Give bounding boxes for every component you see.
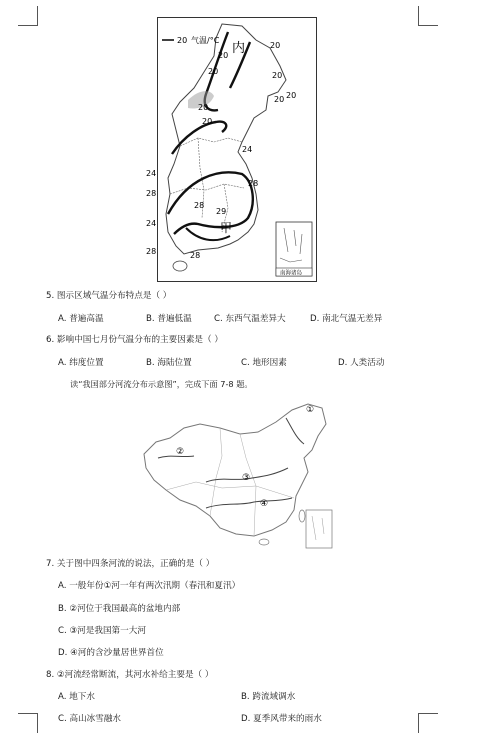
question-8-option-d[interactable]: D. 夏季风带来的雨水 (241, 714, 322, 724)
question-7-option-b[interactable]: B. ②河位于我国最高的盆地内部 (58, 604, 181, 614)
isotherm-label: 20 (208, 67, 219, 76)
legend-value: 20 (177, 36, 188, 45)
question-7-option-d[interactable]: D. ④河的含沙量居世界首位 (58, 648, 164, 658)
isotherm-label: 28 (194, 201, 205, 210)
isotherm-label: 28 (146, 189, 157, 198)
crop-mark-bottom-right-v (418, 713, 419, 733)
question-6-option-c[interactable]: C. 地形因素 (241, 358, 287, 368)
crop-mark-bottom-left-h (18, 713, 38, 714)
inset-label: 南海诸岛 (280, 270, 303, 277)
isotherm-label: 20 (202, 117, 213, 126)
isotherm-label: 20 (270, 41, 281, 50)
crop-mark-top-left-h (18, 25, 38, 26)
question-8-stem: 8. ②河流经常断流，其河水补给主要是（ ） (46, 670, 214, 680)
river-label-2: ② (176, 447, 185, 457)
river-label-3: ③ (242, 473, 251, 483)
question-5-stem: 5. 图示区域气温分布特点是（ ） (46, 291, 172, 301)
isotherm-label: 28 (190, 251, 201, 260)
region-label-nei: 内 (232, 41, 246, 56)
question-7-stem: 7. 关于图中四条河流的说法，正确的是（ ） (46, 559, 215, 569)
crop-mark-bottom-left-v (37, 713, 38, 733)
isotherm-label: 24 (146, 169, 157, 178)
question-6-option-d[interactable]: D. 人类活动 (338, 358, 385, 368)
isotherm-label: 20 (198, 103, 209, 112)
question-5-option-a[interactable]: A. 普遍高温 (58, 314, 104, 324)
crop-mark-bottom-right-h (418, 713, 438, 714)
question-8-option-a[interactable]: A. 地下水 (58, 692, 95, 702)
legend-label: 气温/°C (191, 36, 220, 45)
isotherm-label: 20 (272, 71, 283, 80)
isotherm-label: 20 (274, 95, 285, 104)
isotherm-label: 20 (218, 51, 229, 60)
question-8-option-c[interactable]: C. 高山冰雪融水 (58, 714, 122, 724)
crop-mark-top-left-v (37, 6, 38, 26)
question-6-option-b[interactable]: B. 海陆位置 (146, 358, 192, 368)
river-label-4: ④ (260, 499, 269, 509)
isotherm-label: 24 (146, 219, 157, 228)
region-label-jia: 甲 (220, 221, 233, 235)
isotherm-label: 20 (286, 91, 297, 100)
question-7-option-c[interactable]: C. ③河是我国第一大河 (58, 626, 146, 636)
river-map (136, 398, 334, 551)
instruction-7-8: 读“我国部分河流分布示意图”，完成下面 7-8 题。 (70, 379, 253, 389)
isotherm-label: 28 (146, 247, 157, 256)
question-5-option-c[interactable]: C. 东西气温差异大 (214, 314, 286, 324)
isotherm-label: 28 (248, 179, 259, 188)
crop-mark-top-right-v (418, 6, 419, 26)
question-6-option-a[interactable]: A. 纬度位置 (58, 358, 104, 368)
question-8-option-b[interactable]: B. 跨流域调水 (241, 692, 296, 702)
question-5-option-d[interactable]: D. 南北气温无差异 (310, 314, 383, 324)
isotherm-label: 24 (242, 145, 253, 154)
question-5-option-b[interactable]: B. 普遍低温 (146, 314, 192, 324)
isotherm-map (146, 17, 317, 282)
isotherm-label: 29 (216, 207, 227, 216)
question-6-stem: 6. 影响中国七月份气温分布的主要因素是（ ） (46, 335, 223, 345)
river-label-1: ① (306, 405, 315, 415)
crop-mark-top-right-h (418, 25, 438, 26)
question-7-option-a[interactable]: A. 一般年份①河一年有两次汛期（春汛和夏汛） (58, 581, 241, 591)
